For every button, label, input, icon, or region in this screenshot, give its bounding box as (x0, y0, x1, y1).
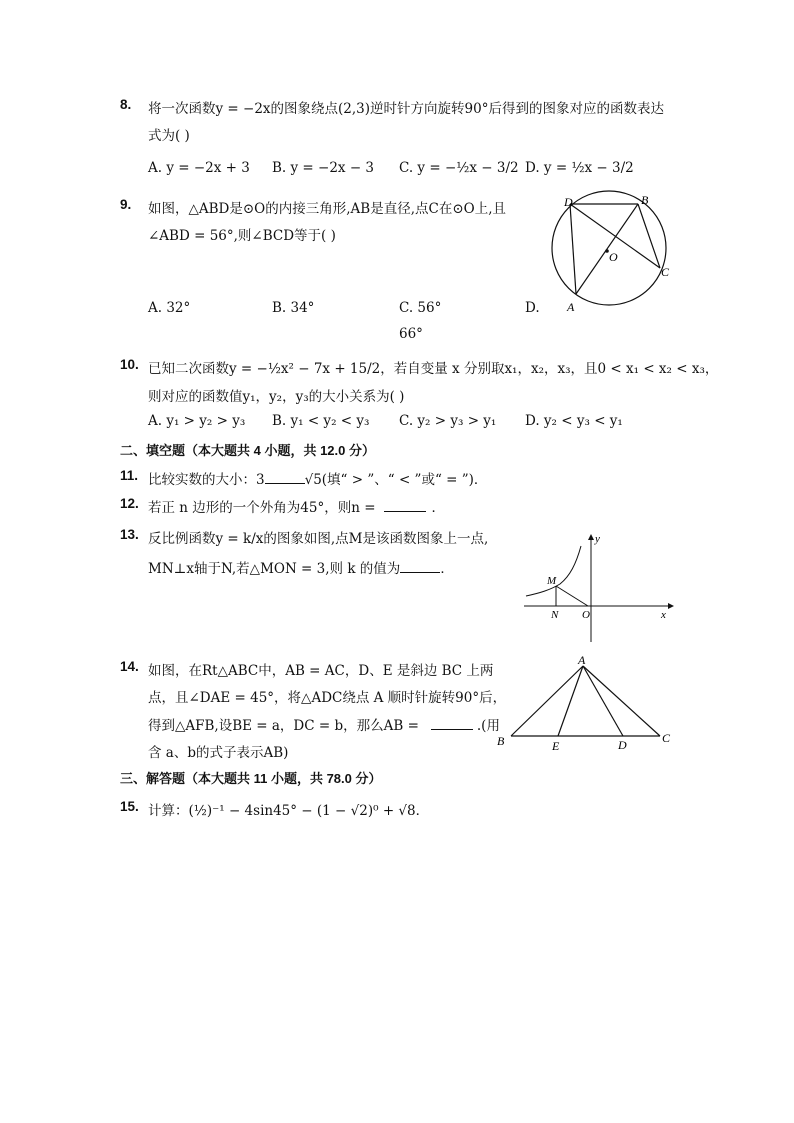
question-11-text (148, 468, 487, 488)
question-12-text-b: ． (431, 500, 446, 516)
segment-mo (556, 586, 588, 606)
chord-bc (638, 204, 660, 268)
label-n: N (551, 609, 559, 621)
question-8-option-d: D. y = ½x − 3/2 (525, 160, 634, 176)
question-9-line1: 如图，△ABD是⊙O的内接三角形,AB是直径,点C在⊙O上,且 (148, 201, 507, 217)
answer-blank-14[interactable] (431, 717, 473, 730)
question-9-line2: ∠ABD = 56°,则∠BCD等于( ) (148, 228, 336, 244)
section-3-heading: 三、解答题（本大题共 11 小题，共 78.0 分） (120, 771, 382, 786)
label-b: B (497, 734, 505, 748)
y-axis-arrow (588, 534, 594, 540)
answer-blank-13[interactable] (400, 560, 440, 573)
question-9-option-d: D. (525, 300, 540, 316)
question-13-line1: 反比例函数y = k/x的图象如图,点M是该函数图象上一点, (148, 531, 489, 547)
question-14-line1: 如图，在Rt△ABC中，AB = AC，D、E 是斜边 BC 上两 (148, 663, 494, 679)
section-2-heading: 二、填空题（本大题共 4 小题，共 12.0 分） (120, 443, 375, 458)
question-13-line2-a: MN⊥x轴于N,若△MON = 3,则 k 的值为 (148, 561, 401, 577)
question-14-line3-b: .(用 (476, 718, 500, 734)
question-8-option-a: A. y = −2x + 3 (148, 160, 250, 176)
label-y: y (595, 533, 600, 545)
label-d: D (564, 195, 573, 209)
question-11-text-a: 比较实数的大小：3 (148, 472, 265, 488)
label-e: E (552, 739, 560, 753)
question-8-number: 8. (120, 97, 132, 112)
question-8-line2: 式为( ) (148, 128, 190, 144)
question-8-option-b: B. y = −2x − 3 (272, 160, 375, 176)
label-c: C (661, 265, 670, 279)
label-b: B (641, 193, 649, 207)
question-11-text-b: √5(填“ > ”、“ < ”或“ = ”)． (304, 472, 488, 488)
question-13-number: 13. (120, 527, 139, 542)
question-10-option-d: D. y₂ < y₃ < y₁ (525, 413, 623, 429)
label-a: A (578, 653, 586, 667)
question-15-text: 计算：(½)⁻¹ − 4sin45° − (1 − √2)⁰ + √8． (148, 803, 430, 819)
answer-blank-11[interactable] (265, 471, 305, 484)
question-14-line2: 点，且∠DAE = 45°，将△ADC绕点 A 顺时针旋转90°后， (148, 690, 507, 706)
question-9-option-a: A. 32° (148, 300, 191, 316)
question-10-line1: 已知二次函数y = −½x² − 7x + 15/2，若自变量 x 分别取x₁，x₂，x₃，且0 < x₁ < x₂ < x₃， (148, 361, 719, 377)
label-d: D (618, 738, 627, 752)
label-a: A (567, 300, 575, 314)
hyperbola-figure (518, 530, 678, 645)
answer-blank-12[interactable] (384, 499, 426, 512)
question-10-line2: 则对应的函数值y₁，y₂，y₃的大小关系为( ) (148, 389, 405, 405)
question-12-text (148, 496, 445, 516)
circle-figure (545, 190, 685, 320)
side-ac (583, 666, 660, 736)
triangle-figure (492, 652, 682, 756)
question-14-number: 14. (120, 659, 139, 674)
hyperbola-curve (526, 546, 581, 596)
x-axis-arrow (668, 603, 674, 609)
label-m: M (547, 575, 557, 587)
question-12-number: 12. (120, 496, 139, 511)
segment-ae (558, 666, 583, 736)
label-origin: O (582, 609, 590, 621)
question-10-option-a: A. y₁ > y₂ > y₃ (148, 413, 246, 429)
question-11-number: 11. (120, 468, 139, 483)
label-c: C (662, 731, 671, 745)
chord-da (570, 204, 576, 294)
question-10-option-b: B. y₁ < y₂ < y₃ (272, 413, 370, 429)
question-9-number: 9. (120, 197, 132, 212)
question-13-line2-b: ． (440, 561, 454, 577)
label-x: x (661, 609, 666, 621)
question-13-line2 (148, 557, 454, 577)
question-14-line3 (148, 714, 500, 734)
question-10-number: 10. (120, 357, 139, 372)
question-14-line4: 含 a、b的式子表示AB) (148, 745, 289, 761)
question-14-line3-a: 得到△AFB,设BE = a，DC = b，那么AB = (148, 718, 419, 734)
question-9-option-c: C. 56° (399, 300, 442, 316)
question-12-text-a: 若正 n 边形的一个外角为45°，则n = (148, 500, 376, 516)
label-o: O (609, 250, 618, 264)
question-10-option-c: C. y₂ > y₃ > y₁ (399, 413, 497, 429)
question-9-option-b: B. 34° (272, 300, 315, 316)
question-9-option-d-value: 66° (399, 326, 423, 342)
diameter-ab (576, 204, 638, 294)
question-15-number: 15. (120, 799, 139, 814)
question-8-option-c: C. y = −½x − 3/2 (399, 160, 519, 176)
question-8-line1: 将一次函数y = −2x的图象绕点(2,3)逆时针方向旋转90°后得到的图象对应的函数表达 (148, 101, 664, 117)
side-ab (511, 666, 583, 736)
segment-ad (583, 666, 623, 736)
